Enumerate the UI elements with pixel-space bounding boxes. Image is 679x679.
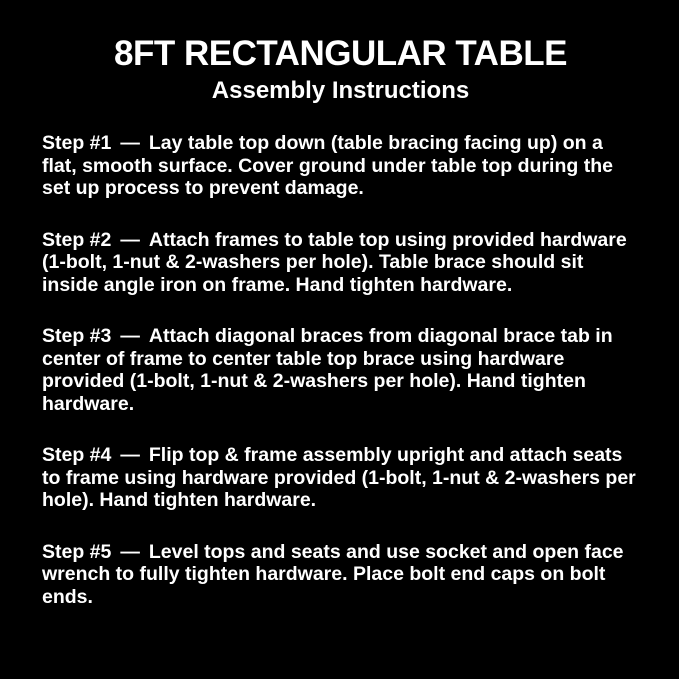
steps-list <box>42 132 639 608</box>
page-title: 8FT RECTANGULAR TABLE <box>114 34 567 73</box>
step-text: Attach diagonal braces from diagonal brace tab in center of frame to center table top brace using hardware provided (1-bolt, 1-nut & 2-washers per hole). Hand tighten hardware. <box>42 325 613 415</box>
step-dash: — <box>120 228 140 251</box>
step-label: Step #4 <box>42 444 112 466</box>
step-dash: — <box>120 325 140 347</box>
step-dash: — <box>120 132 140 154</box>
step-text: Lay table top down (table bracing facing up) on a flat, smooth surface. Cover ground under table top during the set up process to prevent damage. <box>42 132 613 199</box>
step-item-5 <box>42 541 639 609</box>
step-text: Attach frames to table top using provided hardware (1-bolt, 1-nut & 2-washers per hole). Table brace should sit inside angle iron on frame. Hand tighten hardware. <box>42 228 627 296</box>
step-label: Step #2 <box>42 228 112 251</box>
step-label: Step #5 <box>42 540 112 563</box>
step-text: Level tops and seats and use socket and open face wrench to fully tighten hardware. Place bolt end caps on bolt ends. <box>42 540 624 608</box>
step-item-2 <box>42 229 639 297</box>
step-dash: — <box>120 540 140 563</box>
step-item-3 <box>42 325 639 415</box>
step-item-1 <box>42 132 639 200</box>
step-text: Flip top & frame assembly upright and attach seats to frame using hardware provided (1-bolt, 1-nut & 2-washers per hole). Hand tighten hardware. <box>42 444 636 511</box>
step-label: Step #1 <box>42 132 112 154</box>
page-subtitle: Assembly Instructions <box>211 77 470 104</box>
step-item-4 <box>42 444 639 512</box>
step-label: Step #3 <box>42 325 112 347</box>
step-dash: — <box>120 444 140 466</box>
